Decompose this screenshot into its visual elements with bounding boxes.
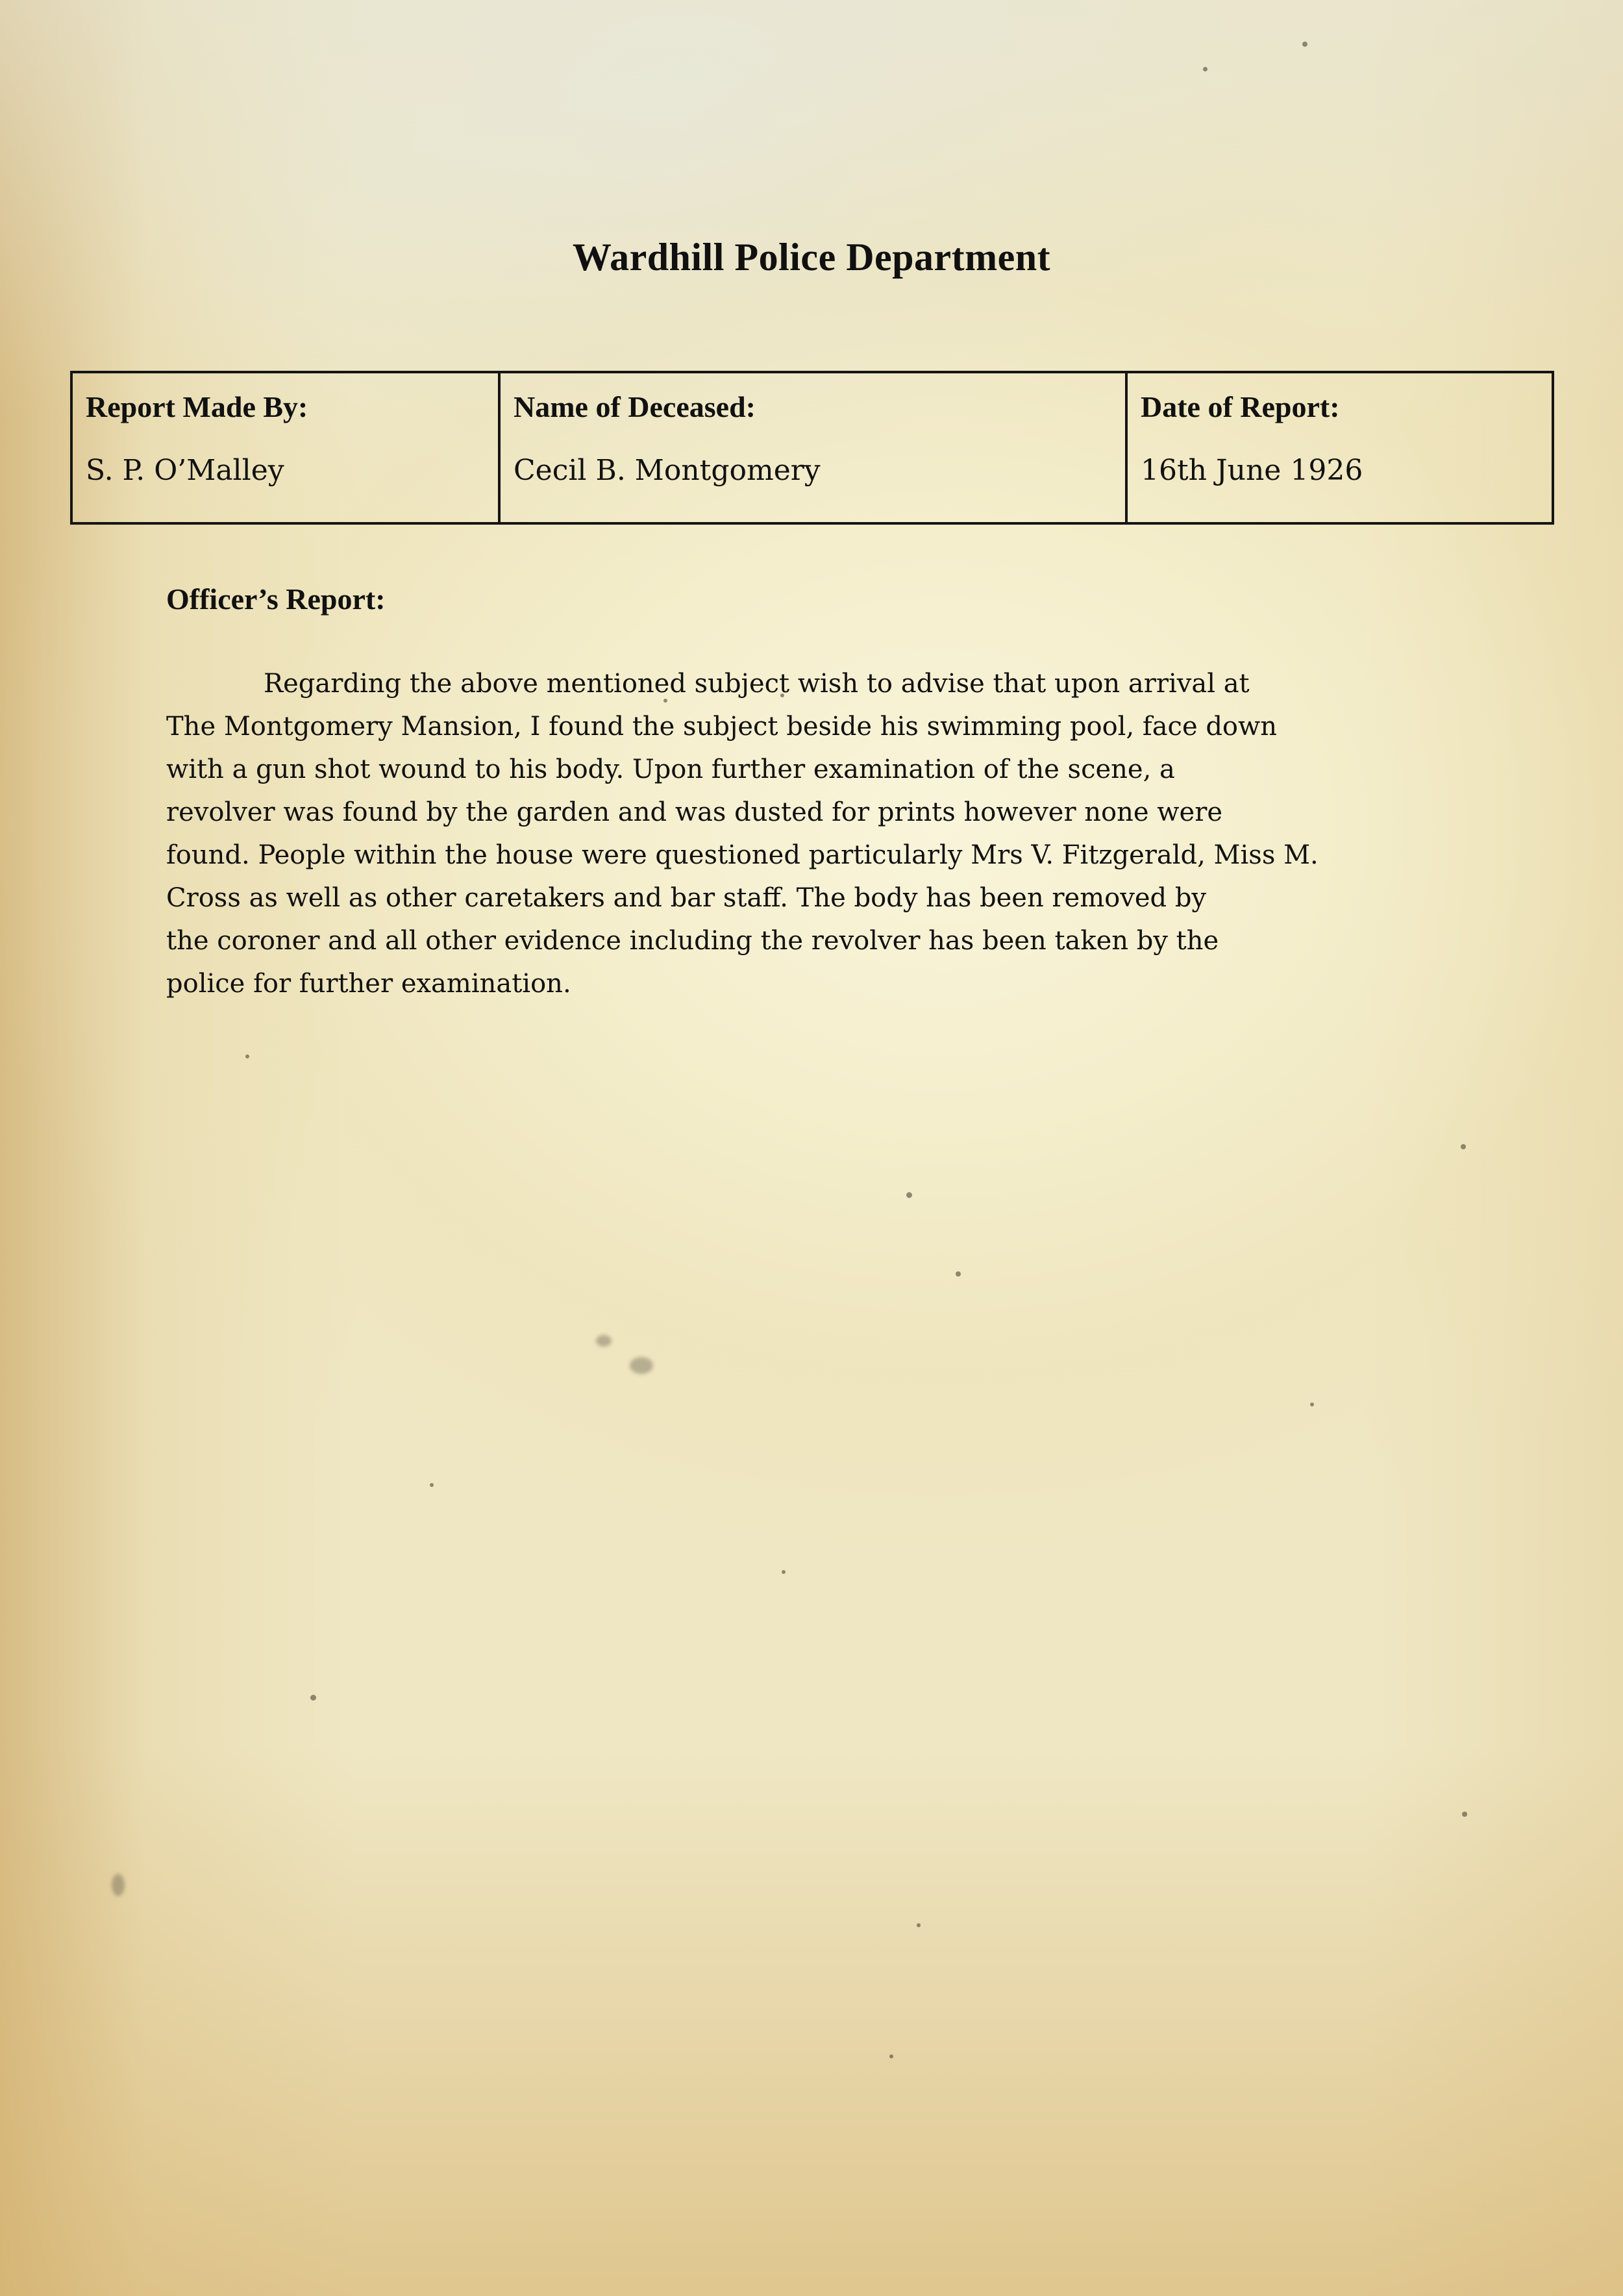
officers-report-body (166, 662, 1465, 1005)
name-of-deceased-label: Name of Deceased: (514, 390, 756, 423)
department-title: Wardhill Police Department (572, 236, 1051, 279)
report-made-by-value: S. P. O’Malley (86, 454, 284, 487)
date-of-report-value: 16th June 1926 (1141, 454, 1363, 487)
paper-speck (245, 1054, 249, 1058)
report-line: police for further examination. (166, 969, 571, 999)
paper-smudge (630, 1357, 653, 1374)
date-of-report-cell (1126, 372, 1553, 523)
paper-speck (1310, 1403, 1314, 1406)
paper-speck (310, 1695, 316, 1701)
name-of-deceased-value: Cecil B. Montgomery (514, 454, 821, 487)
officers-report-heading: Officer’s Report: (166, 582, 386, 616)
paper-speck (917, 1923, 921, 1927)
report-line: Regarding the above mentioned subject wish to advise that upon arrival at (264, 669, 1250, 699)
paper-speck (956, 1271, 961, 1277)
paper-speck (889, 2054, 893, 2058)
paper-speck (1461, 1144, 1466, 1149)
report-line: Cross as well as other caretakers and bar staff. The body has been removed by (166, 883, 1207, 913)
report-line: with a gun shot wound to his body. Upon further examination of the scene, a (166, 755, 1175, 784)
report-made-by-cell (71, 372, 499, 523)
name-of-deceased-cell (499, 372, 1126, 523)
paper-speck (1302, 42, 1307, 47)
report-line: the coroner and all other evidence including the revolver has been taken by the (166, 926, 1219, 956)
report-line: The Montgomery Mansion, I found the subject beside his swimming pool, face down (166, 712, 1278, 742)
report-line: revolver was found by the garden and was dusted for prints however none were (166, 797, 1222, 827)
report-line: found. People within the house were questioned particularly Mrs V. Fitzgerald, Miss M. (166, 840, 1319, 870)
paper-smudge (112, 1874, 125, 1896)
paper-speck (430, 1483, 434, 1487)
date-of-report-label: Date of Report: (1141, 390, 1340, 423)
report-header-table (70, 371, 1554, 525)
report-made-by-label: Report Made By: (86, 390, 308, 423)
paper-speck (782, 1570, 786, 1574)
paper-speck (1203, 67, 1208, 71)
paper-smudge (596, 1335, 612, 1347)
paper-speck (906, 1192, 912, 1198)
paper-speck (1462, 1812, 1467, 1817)
